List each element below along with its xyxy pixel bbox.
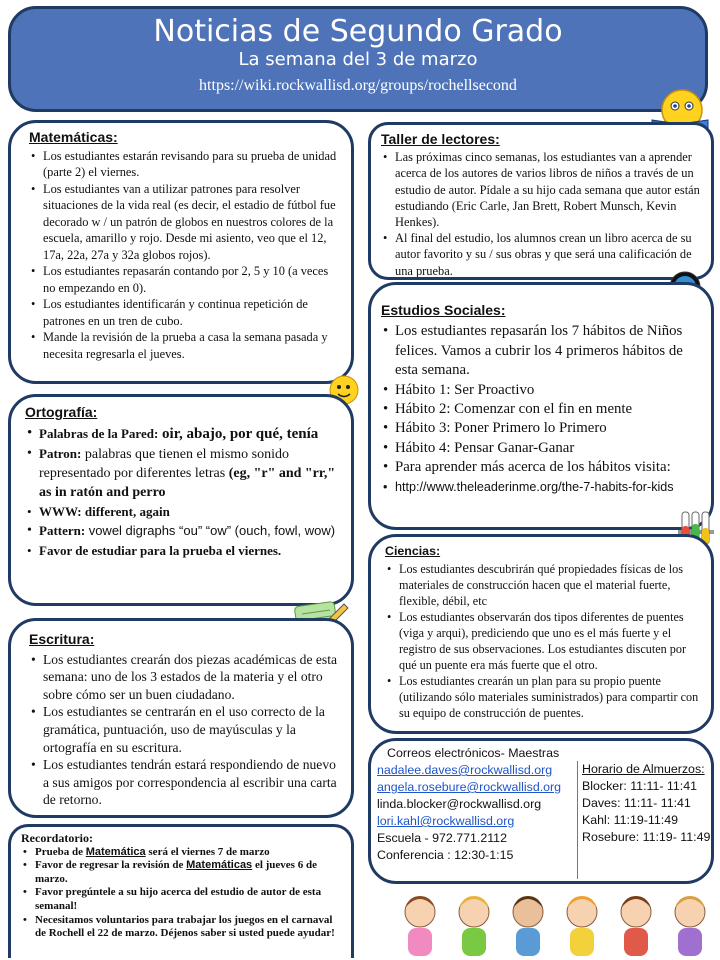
pattern-label: Patron: (39, 446, 82, 461)
social-studies-title: Estudios Sociales: (381, 302, 506, 318)
list-item: • Hábito 2: Comenzar con el fin en mente (381, 400, 701, 419)
list-item: • Los estudiantes estarán revisando para su prueba de unidad (parte 2) el viernes. (29, 148, 339, 181)
lunch-row: Kahl: 11:19-11:49 (582, 813, 678, 827)
list-item (25, 521, 341, 541)
reading-workshop-section (368, 122, 714, 280)
reminder-subject: Matemáticas (186, 859, 253, 872)
newsletter-subtitle: La semana del 3 de marzo (238, 49, 478, 70)
habits-link[interactable]: • http://www.theleaderinme.org/the-7-habits-for-kids (381, 478, 701, 497)
list-item (25, 541, 341, 560)
list-item: • Para aprender más acerca de los hábitos visita: (381, 458, 701, 477)
science-list (385, 561, 701, 721)
www-words: WWW: different, again (39, 504, 170, 519)
list-item (25, 444, 341, 502)
list-item: • Los estudiantes tendrán estará respondiendo de nuevo a sus amigos por correspondencia al escribir una carta de retorno. (29, 756, 341, 809)
list-item: • Los estudiantes identificarán y continua repetición de patrones en un tren de cubo. (29, 296, 339, 329)
science-section (368, 534, 714, 734)
conference-time: Conferencia : 12:30-1:15 (377, 848, 514, 862)
pattern-text: palabras que tienen el mismo sonido representado por diferentes letras (39, 447, 289, 481)
list-item: • Los estudiantes van a utilizar patrones para resolver situaciones de la vida real (es decir, el estadio de fútbol fue decorado w / un patrón de globos en nuestros colores de la escuela, amarillo y rojo. Desde mi asiento, veo que el 12, 17a, 22a, 27a y 32a globos rojos). (29, 181, 339, 264)
list-item: • Los estudiantes repasarán los 7 hábitos de Niños felices. Vamos a cubrir los 4 primeros hábitos de esta semana. (381, 322, 701, 380)
email-column (377, 745, 577, 864)
list-item: • Hábito 1: Ser Proactivo (381, 381, 701, 400)
list-item: • Hábito 3: Poner Primero lo Primero (381, 419, 701, 438)
lunch-row: Blocker: 11:11- 11:41 (582, 779, 698, 793)
list-item: • Mande la revisión de la prueba a casa la semana pasada y necesita regresarla el jueves. (29, 329, 339, 362)
list-item: • Favor pregúntele a su hijo acerca del estudio de autor de esta semanal! (21, 886, 343, 913)
social-studies-section (368, 282, 714, 530)
list-item: • Necesitamos voluntarios para trabajar los juegos en el carnaval de Rochell el 22 de marzo. Déjenos saber si usted puede ayudar! (21, 914, 343, 941)
school-phone: Escuela - 972.771.2112 (377, 831, 507, 845)
science-title: Ciencias: (385, 544, 441, 558)
study-reminder: Favor de estudiar para la prueba el viernes. (39, 543, 282, 558)
lunch-row: Daves: 11:11- 11:41 (582, 796, 691, 810)
contacts-section (368, 738, 714, 884)
list-item: • Los estudiantes repasarán contando por 2, 5 y 10 (a veces no empezando en 0). (29, 263, 339, 296)
reminders-section (8, 824, 354, 958)
math-list (29, 148, 339, 363)
newsletter-title: Noticias de Segundo Grado (153, 14, 563, 49)
list-item (21, 859, 343, 886)
math-section (8, 120, 354, 384)
email-title: Correos electrónicos- Maestras (387, 746, 560, 760)
wall-words: oir, abajo, por qué, tenía (162, 426, 319, 442)
spelling-section (8, 394, 354, 606)
writing-list (29, 651, 341, 809)
reminder-text: Prueba de (35, 845, 83, 858)
class-wiki-link[interactable]: https://wiki.rockwallisd.org/groups/rochellsecond (199, 77, 517, 94)
writing-title: Escritura: (29, 631, 95, 647)
list-item: • Los estudiantes crearán un plan para su propio puente (utilizando sólo materiales suministrados) para compartir con su equipo de construcción de puentes. (385, 673, 701, 721)
list-item: • Las próximas cinco semanas, los estudiantes van a aprender acerca de los autores de varios libros de niños a través de un estudio de autor. Pídale a su hijo cada semana que autor están estudiando (Eric Carle, Jan Brett, Robert Munsch, Kevin Henkes). (381, 149, 701, 230)
spelling-title: Ortografía: (25, 404, 98, 420)
email-link-kahl[interactable]: lori.kahl@rockwallisd.org (377, 814, 515, 828)
reminder-text: Favor de regresar la revisión de (35, 859, 184, 872)
pattern-example: (eg, "r" and "rr," as in ratón and perro (39, 466, 336, 500)
reminder-subject: Matemática (85, 845, 146, 858)
social-studies-list (381, 322, 701, 497)
list-item: • Los estudiantes observarán dos tipos diferentes de puentes (viga y arqui), prediciendo que uno es el más fuerte y el registro de sus observaciones. Los estudiantes discuten por qué un puente era más fuerte que el otro. (385, 609, 701, 673)
list-item: • Los estudiantes crearán dos piezas académicas de esta semana: uno de los 3 estados de la materia y el otro sobre cómo ser un buen ciudadano. (29, 651, 341, 704)
writing-section (8, 618, 354, 818)
list-item (25, 502, 341, 521)
lunch-title: Horario de Almuerzos: (582, 762, 705, 776)
reminder-text: el jueves 6 de marzo. (35, 859, 317, 885)
list-item: • Al final del estudio, los alumnos crean un libro acerca de su autor favorito y su / sus obras y que será una calificación de una prueba. (381, 230, 701, 279)
reading-list (381, 149, 701, 279)
reminder-text: será el viernes 7 de marzo (148, 845, 270, 858)
email-link-daves[interactable]: nadalee.daves@rockwallisd.org (377, 763, 553, 777)
spelling-list (25, 424, 341, 560)
pattern2-label: Pattern: (39, 523, 86, 538)
lunch-row: Rosebure: 11:19- 11:49 (582, 830, 711, 844)
wall-words-label: Palabras de la Pared: (39, 426, 159, 441)
reading-workshop-title: Taller de lectores: (381, 131, 500, 147)
reminders-list (21, 846, 343, 941)
header-banner (8, 6, 708, 112)
list-item: • Los estudiantes descubrirán qué propiedades físicas de los materiales de construcción hacen que el material fuerte, flexible, débil, etc (385, 561, 701, 609)
email-blocker: linda.blocker@rockwallisd.org (377, 797, 542, 811)
email-link-rosebure[interactable]: angela.rosebure@rockwallisd.org (377, 780, 562, 794)
list-item (21, 846, 343, 860)
list-item (25, 424, 341, 444)
lunch-column (577, 761, 714, 879)
list-item: • Los estudiantes se centrarán en el uso correcto de la gramática, puntuación, uso de mayúsculas y la ortografía en su escritura. (29, 703, 341, 756)
math-title: Matemáticas: (29, 129, 118, 145)
pattern2-text: vowel digraphs “ou” “ow” (ouch, fowl, wow) (88, 523, 336, 538)
reminders-title: Recordatorio: (21, 831, 93, 845)
children-clipart-icon (394, 888, 714, 958)
list-item: • Hábito 4: Pensar Ganar-Ganar (381, 439, 701, 458)
